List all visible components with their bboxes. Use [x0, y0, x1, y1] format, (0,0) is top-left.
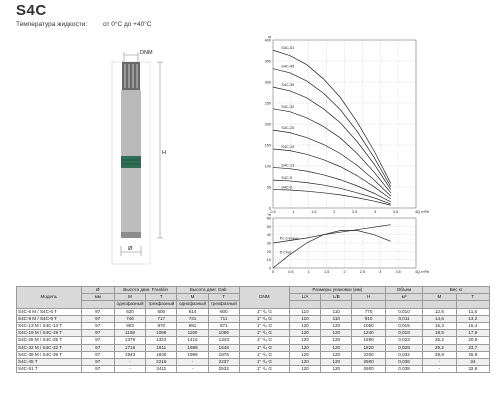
- x-tick-label: 1,5: [323, 270, 330, 274]
- table-cell: 1648: [208, 344, 239, 351]
- x-tick-label: 3,5: [392, 210, 399, 214]
- series-label: S4C-6: [281, 185, 293, 190]
- pump-body-lower: [121, 168, 141, 232]
- table-cell: 2200: [352, 351, 385, 358]
- table-cell: 97: [81, 308, 114, 315]
- table-cell: 1" ¹/₄ G: [239, 366, 289, 373]
- table-cell: 14,6: [423, 315, 456, 322]
- table-cell: S4C-32 M / S4C-32 T: [17, 344, 82, 351]
- table-cell: 2237: [208, 359, 239, 366]
- series-label: S4C-32: [281, 104, 295, 109]
- table-subheader: М: [114, 294, 145, 301]
- y-tick-label: 40: [266, 233, 271, 238]
- table-row: [17, 330, 490, 337]
- table-subsubheader: трехфазный: [146, 301, 177, 308]
- col-height-dab: Высота двиг. Dab: [177, 287, 240, 294]
- table-cell: 891: [177, 323, 208, 330]
- table-cell: 1050: [352, 323, 385, 330]
- table-cell: -: [423, 366, 456, 373]
- col-package-size: Размеры упаковки (мм): [289, 287, 385, 294]
- series-label: Рс ступень: [279, 236, 300, 241]
- table-subsubheader: однофазный: [177, 301, 208, 308]
- table-subsubheader: [81, 301, 114, 308]
- height-label: H: [162, 150, 166, 156]
- table-cell: 97: [81, 366, 114, 373]
- table-cell: 2600: [352, 366, 385, 373]
- table-row: [17, 337, 490, 344]
- table-row: [17, 366, 490, 373]
- table-subheader: Т: [456, 294, 489, 301]
- table-cell: 1996: [177, 351, 208, 358]
- y-tick-label: 60: [266, 216, 271, 221]
- table-cell: 11,5: [456, 308, 489, 315]
- table-cell: S4C-45 T: [17, 359, 82, 366]
- table-cell: -: [114, 366, 145, 373]
- table-cell: 120: [289, 366, 320, 373]
- table-cell: 903: [114, 323, 145, 330]
- table-cell: 910: [352, 315, 385, 322]
- table-cell: 0,023: [385, 337, 423, 344]
- table-cell: S4C-13 M / S4C-13 T: [17, 323, 82, 330]
- table-cell: 120: [289, 330, 320, 337]
- y-tick-label: 350: [264, 59, 271, 64]
- pump-top-ridge-1: [124, 64, 126, 88]
- table-cell: 120: [321, 366, 352, 373]
- table-cell: 13,2: [456, 315, 489, 322]
- col-volume: Объем: [385, 287, 423, 294]
- table-cell: 1" ¹/₄ G: [239, 351, 289, 358]
- table-cell: 741: [177, 315, 208, 322]
- table-cell: 1716: [114, 344, 145, 351]
- table-subheader: L/B: [321, 294, 352, 301]
- pump-body-upper: [121, 90, 141, 156]
- table-cell: 1876: [208, 351, 239, 358]
- series-label: S4C-9: [281, 176, 293, 181]
- table-cell: 600: [208, 308, 239, 315]
- table-cell: 120: [289, 359, 320, 366]
- table-cell: 32,6: [456, 366, 489, 373]
- series-label: Ŋ ступ.: [279, 250, 293, 255]
- table-cell: 746: [114, 315, 145, 322]
- x-tick-label: 1: [307, 270, 310, 274]
- table-cell: 29,2: [423, 344, 456, 351]
- table-subheader: М: [423, 294, 456, 301]
- table-cell: 1" ¹/₄ G: [239, 344, 289, 351]
- table-cell: 871: [208, 323, 239, 330]
- table-cell: 1098: [146, 330, 177, 337]
- qh-chart: [265, 34, 430, 214]
- table-subsubheader: [385, 301, 423, 308]
- col-diameter: Ø: [81, 287, 114, 294]
- page-title: S4C: [16, 2, 47, 19]
- table-cell: 17,8: [456, 330, 489, 337]
- table-cell: 1" ¹/₄ G: [239, 315, 289, 322]
- table-cell: S4C-9 M / S4C-9 T: [17, 315, 82, 322]
- table-subheader: М: [177, 294, 208, 301]
- table-cell: 1" ¹/₄ G: [239, 308, 289, 315]
- table-cell: 1943: [114, 351, 145, 358]
- y-axis-label: м: [268, 34, 271, 39]
- y-tick-label: 300: [264, 80, 271, 85]
- x-tick-label: 2,5: [359, 270, 366, 274]
- table-cell: 1322: [146, 337, 177, 344]
- y-tick-label: 0: [268, 206, 271, 211]
- table-cell: 1611: [146, 344, 177, 351]
- table-cell: 15,4: [456, 323, 489, 330]
- y-tick-label: 10: [266, 258, 271, 263]
- table-subheader: H: [352, 294, 385, 301]
- table-cell: 120: [289, 351, 320, 358]
- table-cell: 110: [321, 308, 352, 315]
- table-cell: S4C-19 M / S4C-19 T: [17, 330, 82, 337]
- table-cell: 120: [321, 344, 352, 351]
- series-line: [273, 180, 391, 204]
- table-cell: 120: [321, 323, 352, 330]
- table-subheader: мм: [81, 294, 114, 301]
- table-cell: -: [177, 366, 208, 373]
- table-cell: 1158: [114, 330, 145, 337]
- table-cell: 97: [81, 330, 114, 337]
- table-cell: 2532: [208, 366, 239, 373]
- series-label: S4C-45: [281, 64, 295, 69]
- series-label: S4C-25: [281, 126, 295, 131]
- table-cell: 2500: [352, 359, 385, 366]
- table-cell: 0,028: [385, 344, 423, 351]
- table-subsubheader: [456, 301, 489, 308]
- col-weight: Вес кг: [423, 287, 490, 294]
- x-tick-label: 0: [271, 270, 275, 274]
- y-tick-label: 250: [264, 101, 271, 106]
- x-tick-label: 3: [379, 270, 382, 274]
- table-row: [17, 351, 490, 358]
- table-cell: 0,018: [385, 330, 423, 337]
- table-subsubheader: [289, 301, 320, 308]
- table-cell: 1160: [177, 330, 208, 337]
- table-cell: 120: [289, 337, 320, 344]
- table-row: [17, 315, 490, 322]
- y-tick-label: 0: [268, 266, 271, 271]
- table-cell: 120: [289, 344, 320, 351]
- table-subheader: Т: [146, 294, 177, 301]
- table-row: [17, 308, 490, 315]
- y-tick-label: 150: [264, 143, 271, 148]
- y-tick-label: 50: [266, 185, 271, 190]
- series-label: S4C-51: [281, 46, 295, 51]
- table-cell: 1086: [208, 330, 239, 337]
- x-tick-label: 1: [292, 210, 295, 214]
- table-cell: 0,038: [385, 366, 423, 373]
- specs-table: [16, 286, 490, 373]
- series-label: S4C-39: [281, 83, 295, 88]
- table-cell: 0,036: [385, 359, 423, 366]
- table-cell: 120: [289, 323, 320, 330]
- table-cell: 0,011: [385, 315, 423, 322]
- table-subsubheader: однофазный: [114, 301, 145, 308]
- y-tick-label: 400: [264, 38, 271, 43]
- series-line: [273, 87, 391, 189]
- y-tick-label: 200: [264, 122, 271, 127]
- col-dnm: DNM: [239, 287, 289, 309]
- table-cell: 1590: [352, 337, 385, 344]
- table-header-row-1: [17, 287, 490, 294]
- y-tick-label: 30: [266, 241, 271, 246]
- dnm-label: DNM: [140, 50, 153, 56]
- pump-mid-band: [121, 156, 141, 168]
- specs-table-body: [17, 308, 490, 373]
- table-cell: 120: [321, 351, 352, 358]
- table-cell: 29,8: [423, 351, 456, 358]
- table-cell: 711: [208, 315, 239, 322]
- table-cell: 97: [81, 323, 114, 330]
- temperature-label: Температура жидкости:: [16, 21, 88, 28]
- table-cell: S4C-25 M / S4C-25 T: [17, 337, 82, 344]
- table-cell: S4C-51 T: [17, 366, 82, 373]
- table-cell: 97: [81, 337, 114, 344]
- x-tick-label: 3,5: [395, 270, 401, 274]
- table-cell: 870: [146, 323, 177, 330]
- table-cell: 23,7: [456, 344, 489, 351]
- table-cell: 1379: [114, 337, 145, 344]
- efficiency-chart: [267, 212, 429, 274]
- table-cell: 1240: [352, 330, 385, 337]
- table-cell: 1343: [208, 337, 239, 344]
- table-cell: 25,9: [456, 351, 489, 358]
- pump-bottom-cap: [121, 232, 141, 238]
- table-subheader: м³: [385, 294, 423, 301]
- table-row: [17, 344, 490, 351]
- table-cell: 120: [321, 330, 352, 337]
- table-cell: 2411: [146, 366, 177, 373]
- table-cell: 1" ¹/₄ G: [239, 337, 289, 344]
- table-cell: 15,3: [423, 323, 456, 330]
- table-cell: 717: [146, 315, 177, 322]
- table-cell: 1" ¹/₄ G: [239, 323, 289, 330]
- x-tick-label: 1,5: [311, 210, 317, 214]
- table-cell: S4C-6 M / S4C-6 T: [17, 308, 82, 315]
- temperature-value: от 0°С до +40°С: [102, 21, 152, 28]
- table-cell: 110: [289, 315, 320, 322]
- x-axis-label: Q m³/h: [417, 209, 430, 214]
- table-cell: 1820: [352, 344, 385, 351]
- x-tick-label: 4: [414, 210, 418, 214]
- y-tick-label: 100: [264, 164, 271, 169]
- table-cell: 110: [321, 315, 352, 322]
- table-cell: 97: [81, 315, 114, 322]
- y-tick-label: 50: [266, 224, 271, 229]
- table-cell: 2216: [146, 359, 177, 366]
- x-tick-label: 3: [374, 210, 377, 214]
- x-tick-label: 2: [343, 270, 346, 274]
- table-cell: 120: [321, 359, 352, 366]
- table-cell: 0,032: [385, 351, 423, 358]
- table-subheader: L/A: [289, 294, 320, 301]
- table-cell: 614: [177, 308, 208, 315]
- table-cell: 18,5: [423, 330, 456, 337]
- diameter-label: Ø: [128, 246, 133, 252]
- table-row: [17, 359, 490, 366]
- table-cell: 97: [81, 344, 114, 351]
- table-subsubheader: [352, 301, 385, 308]
- series-label: S4C-13: [281, 163, 295, 168]
- pump-top-ridge-4: [136, 64, 138, 88]
- table-cell: -: [423, 359, 456, 366]
- table-subsubheader: [423, 301, 456, 308]
- table-cell: 1" ¹/₄ G: [239, 330, 289, 337]
- col-height-franklin: Высота двиг. Franklin: [114, 287, 177, 294]
- pump-top-ridge-2: [128, 64, 130, 88]
- x-tick-label: 2,5: [352, 210, 358, 214]
- table-cell: 600: [146, 308, 177, 315]
- table-cell: 1830: [146, 351, 177, 358]
- y-tick-label: 20: [266, 249, 271, 254]
- table-cell: 97: [81, 351, 114, 358]
- x-axis-label: Q m³/h: [417, 269, 430, 274]
- table-cell: 110: [289, 308, 320, 315]
- table-cell: 20,5: [456, 337, 489, 344]
- table-cell: 1415: [177, 337, 208, 344]
- table-row: [17, 323, 490, 330]
- pump-top-ridge-3: [132, 64, 134, 88]
- table-cell: 34: [456, 359, 489, 366]
- x-tick-label: 4: [414, 270, 418, 274]
- table-subsubheader: [321, 301, 352, 308]
- table-cell: 25,2: [423, 337, 456, 344]
- table-cell: 1698: [177, 344, 208, 351]
- table-subsubheader: трехфазный: [208, 301, 239, 308]
- table-cell: 1" ¹/₄ G: [239, 359, 289, 366]
- table-cell: S4C-39 M / S4C-39 T: [17, 351, 82, 358]
- table-cell: 97: [81, 359, 114, 366]
- table-subheader: Т: [208, 294, 239, 301]
- x-tick-label: 0,5: [288, 270, 294, 274]
- table-cell: 12,6: [423, 308, 456, 315]
- table-cell: 770: [352, 308, 385, 315]
- pump-drawing: [112, 50, 166, 264]
- table-cell: 0,010: [385, 308, 423, 315]
- table-cell: 620: [114, 308, 145, 315]
- col-model: Модель: [17, 287, 82, 309]
- table-cell: 0,015: [385, 323, 423, 330]
- x-tick-label: 2: [333, 210, 336, 214]
- series-label: S4C-19: [281, 144, 295, 149]
- table-cell: -: [177, 359, 208, 366]
- table-cell: 120: [321, 337, 352, 344]
- table-cell: -: [114, 359, 145, 366]
- x-tick-label: 0,5: [270, 210, 276, 214]
- y-axis-label: %: [267, 212, 271, 217]
